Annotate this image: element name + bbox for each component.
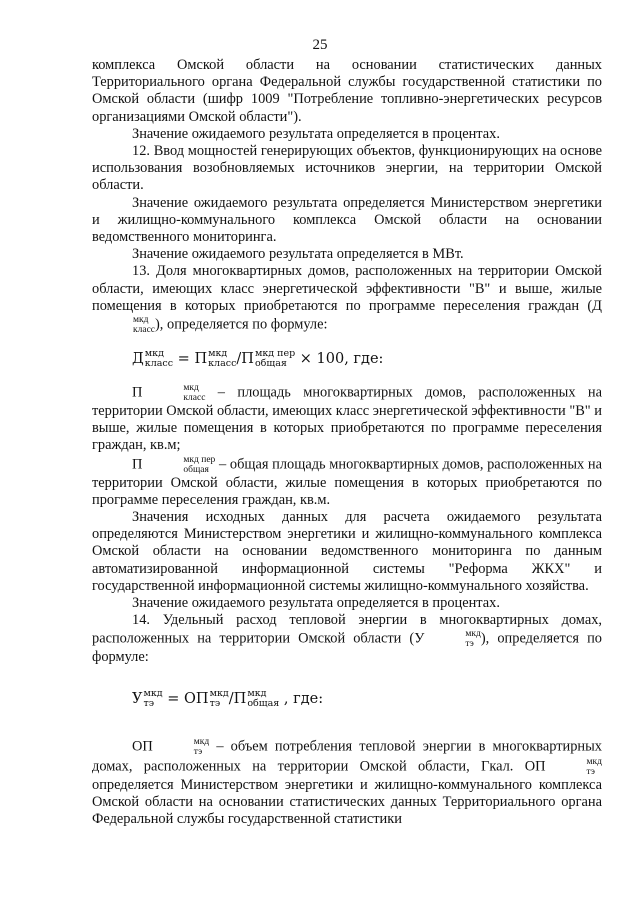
paragraph-result-units-percent: Значение ожидаемого результата определяется в процентах. bbox=[132, 125, 500, 142]
paragraph-source-data: Значения исходных данных для расчета ожидаемого результата определяются Министерством энергетики и жилищно-коммунального комплекса Омской области на основании ведомственного мониторинга по данным автоматизированной информационной системы "Реформа ЖКХ" и государственной информационной системы жилищно-коммунального хозяйства. bbox=[92, 509, 602, 594]
paragraph-item-12: 12. Ввод мощностей генерирующих объектов, функционирующих на основе использования возобновляемых источников энергии, на территории Омской области. bbox=[92, 143, 602, 194]
definition-p-obshaya: П мкд пер общая – общая площадь многоквартирных домов, расположенных на территории Омской области, жилые помещения в которых приобретаются по программе переселения граждан, кв.м. bbox=[92, 454, 602, 508]
paragraph-result-units-mw: Значение ожидаемого результата определяется в МВт. bbox=[132, 246, 464, 263]
formula-share: Д мкд класс = П мкд класс /П мкд пер общая × 100, где: bbox=[132, 348, 384, 370]
document-body bbox=[92, 57, 602, 828]
paragraph-item-12-source: Значение ожидаемого результата определяется Министерством энергетики и жилищно-коммунального комплекса Омской области на основании ведомственного мониторинга. bbox=[92, 194, 602, 246]
definition-op-te: ОП мкд тэ – объем потребления тепловой энергии в многоквартирных домах, расположенных на территории Омской области, Гкал. ОП мкд тэ определяется Министерством энергетики и жилищно-коммунального комплекса Омской области на основании статистических данных Территориального органа Федеральной службы государственной статистики bbox=[92, 736, 602, 828]
symbol-index: мкд класс bbox=[133, 315, 156, 336]
formula-specific-consumption: У мкд тэ = ОП мкд тэ /П мкд общая , где: bbox=[132, 687, 324, 709]
item-13-text: 13. Доля многоквартирных домов, расположенных на территории Омской области, имеющих класс энергетической эффективности "В" и выше, жилые помещения в которых приобретаются по программе переселения граждан (Д bbox=[92, 263, 602, 314]
paragraph-item-14: 14. Удельный расход тепловой энергии в многоквартирных домах, расположенных на территории Омской области (У мкд тэ ), определяется по формуле: bbox=[92, 612, 603, 666]
item-13-tail: ), определяется по формуле: bbox=[155, 316, 328, 333]
paragraph-item-13 bbox=[92, 263, 602, 335]
paragraph-result-units-percent-2: Значение ожидаемого результата определяется в процентах. bbox=[132, 595, 500, 612]
definition-p-klass: П мкд класс – площадь многоквартирных домов, расположенных на территории Омской области, имеющих класс энергетической эффективности "В" и выше, жилые помещения в которых приобретаются по программе переселения граждан, кв.м; bbox=[92, 383, 602, 454]
paragraph-continuation: комплекса Омской области на основании статистических данных Территориального органа Федеральной службы государственной статистики по Омской области (шифр 1009 "Потребление топливно-энергетических ресурсов организациями Омской области"). bbox=[92, 57, 602, 125]
page-number: 25 bbox=[312, 37, 328, 53]
